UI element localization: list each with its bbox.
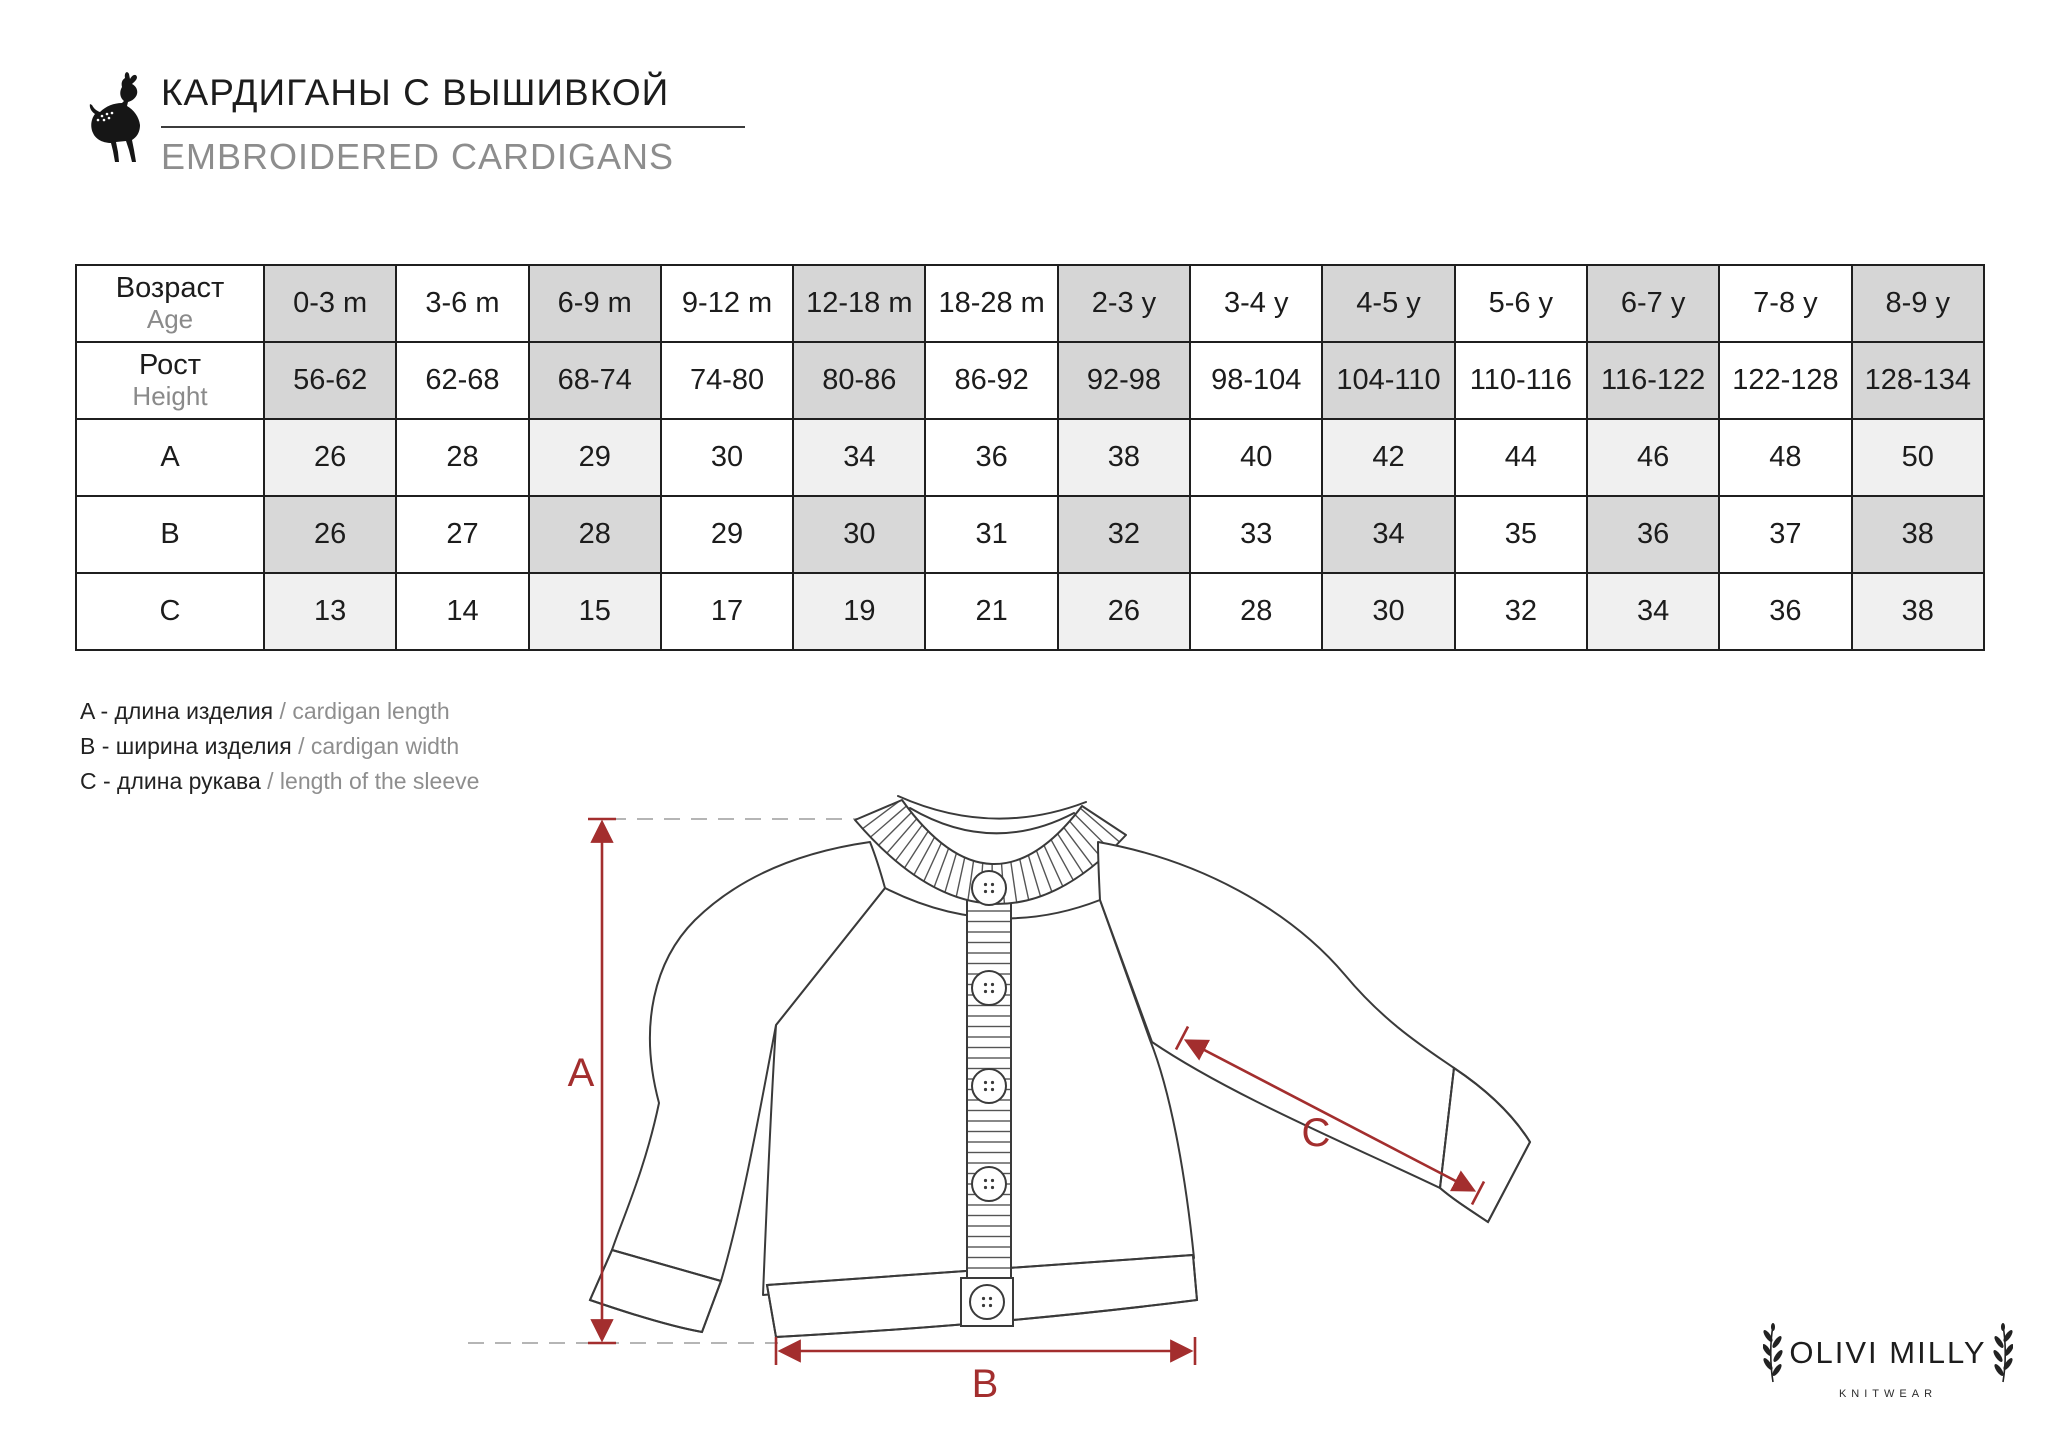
cell-age-5: 18-28 m bbox=[925, 265, 1057, 342]
cell-age-12: 8-9 y bbox=[1852, 265, 1984, 342]
brand-logo bbox=[1748, 1322, 2028, 1400]
table-row-A bbox=[76, 419, 1984, 496]
cell-B-12: 38 bbox=[1852, 496, 1984, 573]
cell-height-6: 92-98 bbox=[1058, 342, 1190, 419]
button bbox=[970, 1285, 1004, 1319]
cell-age-1: 3-6 m bbox=[396, 265, 528, 342]
cell-age-2: 6-9 m bbox=[529, 265, 661, 342]
cell-B-1: 27 bbox=[396, 496, 528, 573]
cell-C-0: 13 bbox=[264, 573, 396, 650]
cell-height-1: 62-68 bbox=[396, 342, 528, 419]
row-header-height: Рост Height bbox=[76, 342, 264, 419]
cell-C-10: 34 bbox=[1587, 573, 1719, 650]
cell-age-9: 5-6 y bbox=[1455, 265, 1587, 342]
cell-B-5: 31 bbox=[925, 496, 1057, 573]
cell-height-12: 128-134 bbox=[1852, 342, 1984, 419]
cell-C-12: 38 bbox=[1852, 573, 1984, 650]
cell-age-8: 4-5 y bbox=[1322, 265, 1454, 342]
cell-B-0: 26 bbox=[264, 496, 396, 573]
cell-C-1: 14 bbox=[396, 573, 528, 650]
deer-logo-icon bbox=[76, 70, 156, 165]
cell-age-3: 9-12 m bbox=[661, 265, 793, 342]
button bbox=[972, 871, 1006, 905]
cell-height-4: 80-86 bbox=[793, 342, 925, 419]
legend-item-a: A - длина изделия / cardigan length bbox=[80, 698, 450, 724]
cell-B-4: 30 bbox=[793, 496, 925, 573]
legend-item-b: B - ширина изделия / cardigan width bbox=[80, 733, 460, 759]
size-table-wrap bbox=[75, 264, 1985, 651]
button bbox=[972, 971, 1006, 1005]
page-title: КАРДИГАНЫ С ВЫШИВКОЙ bbox=[161, 72, 670, 113]
title-divider bbox=[161, 126, 745, 128]
table-row-height bbox=[76, 342, 1984, 419]
header bbox=[161, 72, 745, 178]
cell-A-3: 30 bbox=[661, 419, 793, 496]
cell-height-10: 116-122 bbox=[1587, 342, 1719, 419]
cell-height-2: 68-74 bbox=[529, 342, 661, 419]
legend-item-c: C - длина рукава / length of the sleeve bbox=[80, 768, 480, 794]
cell-C-9: 32 bbox=[1455, 573, 1587, 650]
cell-C-8: 30 bbox=[1322, 573, 1454, 650]
cell-A-6: 38 bbox=[1058, 419, 1190, 496]
cell-age-4: 12-18 m bbox=[793, 265, 925, 342]
dimension-c-label: C bbox=[1301, 1111, 1331, 1155]
cell-B-2: 28 bbox=[529, 496, 661, 573]
cell-A-10: 46 bbox=[1587, 419, 1719, 496]
button bbox=[972, 1069, 1006, 1103]
cell-A-12: 50 bbox=[1852, 419, 1984, 496]
cell-C-4: 19 bbox=[793, 573, 925, 650]
cell-A-9: 44 bbox=[1455, 419, 1587, 496]
cell-A-2: 29 bbox=[529, 419, 661, 496]
cell-B-7: 33 bbox=[1190, 496, 1322, 573]
laurel-sprig-right-icon bbox=[1993, 1322, 2013, 1384]
row-header-A: A bbox=[76, 419, 264, 496]
cell-B-3: 29 bbox=[661, 496, 793, 573]
dimension-a-label: A bbox=[567, 1051, 595, 1095]
cell-age-11: 7-8 y bbox=[1719, 265, 1851, 342]
row-header-C: C bbox=[76, 573, 264, 650]
table-row-age bbox=[76, 265, 1984, 342]
cell-height-3: 74-80 bbox=[661, 342, 793, 419]
cell-height-8: 104-110 bbox=[1322, 342, 1454, 419]
brand-tagline: KNITWEAR bbox=[1838, 1388, 1938, 1400]
size-table bbox=[75, 264, 1985, 651]
cell-C-2: 15 bbox=[529, 573, 661, 650]
measure-legend bbox=[80, 694, 479, 799]
cell-A-0: 26 bbox=[264, 419, 396, 496]
laurel-sprig-left-icon bbox=[1763, 1322, 1783, 1384]
cell-height-7: 98-104 bbox=[1190, 342, 1322, 419]
cell-C-3: 17 bbox=[661, 573, 793, 650]
cell-B-6: 32 bbox=[1058, 496, 1190, 573]
cardigan-diagram bbox=[440, 780, 1560, 1400]
cell-height-0: 56-62 bbox=[264, 342, 396, 419]
cell-C-5: 21 bbox=[925, 573, 1057, 650]
cell-age-7: 3-4 y bbox=[1190, 265, 1322, 342]
row-header-B: B bbox=[76, 496, 264, 573]
button bbox=[972, 1167, 1006, 1201]
cell-age-0: 0-3 m bbox=[264, 265, 396, 342]
row-header-age: Возраст Age bbox=[76, 265, 264, 342]
cell-B-9: 35 bbox=[1455, 496, 1587, 573]
cell-height-5: 86-92 bbox=[925, 342, 1057, 419]
brand-name: OLIVI MILLY bbox=[1789, 1335, 1987, 1370]
page-subtitle: EMBROIDERED CARDIGANS bbox=[161, 136, 675, 177]
cell-C-7: 28 bbox=[1190, 573, 1322, 650]
cell-B-10: 36 bbox=[1587, 496, 1719, 573]
cell-B-8: 34 bbox=[1322, 496, 1454, 573]
cell-C-6: 26 bbox=[1058, 573, 1190, 650]
cell-A-7: 40 bbox=[1190, 419, 1322, 496]
cell-A-8: 42 bbox=[1322, 419, 1454, 496]
cell-C-11: 36 bbox=[1719, 573, 1851, 650]
table-row-B bbox=[76, 496, 1984, 573]
cell-A-5: 36 bbox=[925, 419, 1057, 496]
cell-A-11: 48 bbox=[1719, 419, 1851, 496]
cell-A-1: 28 bbox=[396, 419, 528, 496]
cell-age-10: 6-7 y bbox=[1587, 265, 1719, 342]
cell-age-6: 2-3 y bbox=[1058, 265, 1190, 342]
dimension-b-label: B bbox=[971, 1362, 999, 1400]
cell-B-11: 37 bbox=[1719, 496, 1851, 573]
table-row-C bbox=[76, 573, 1984, 650]
cell-height-11: 122-128 bbox=[1719, 342, 1851, 419]
cell-A-4: 34 bbox=[793, 419, 925, 496]
cell-height-9: 110-116 bbox=[1455, 342, 1587, 419]
